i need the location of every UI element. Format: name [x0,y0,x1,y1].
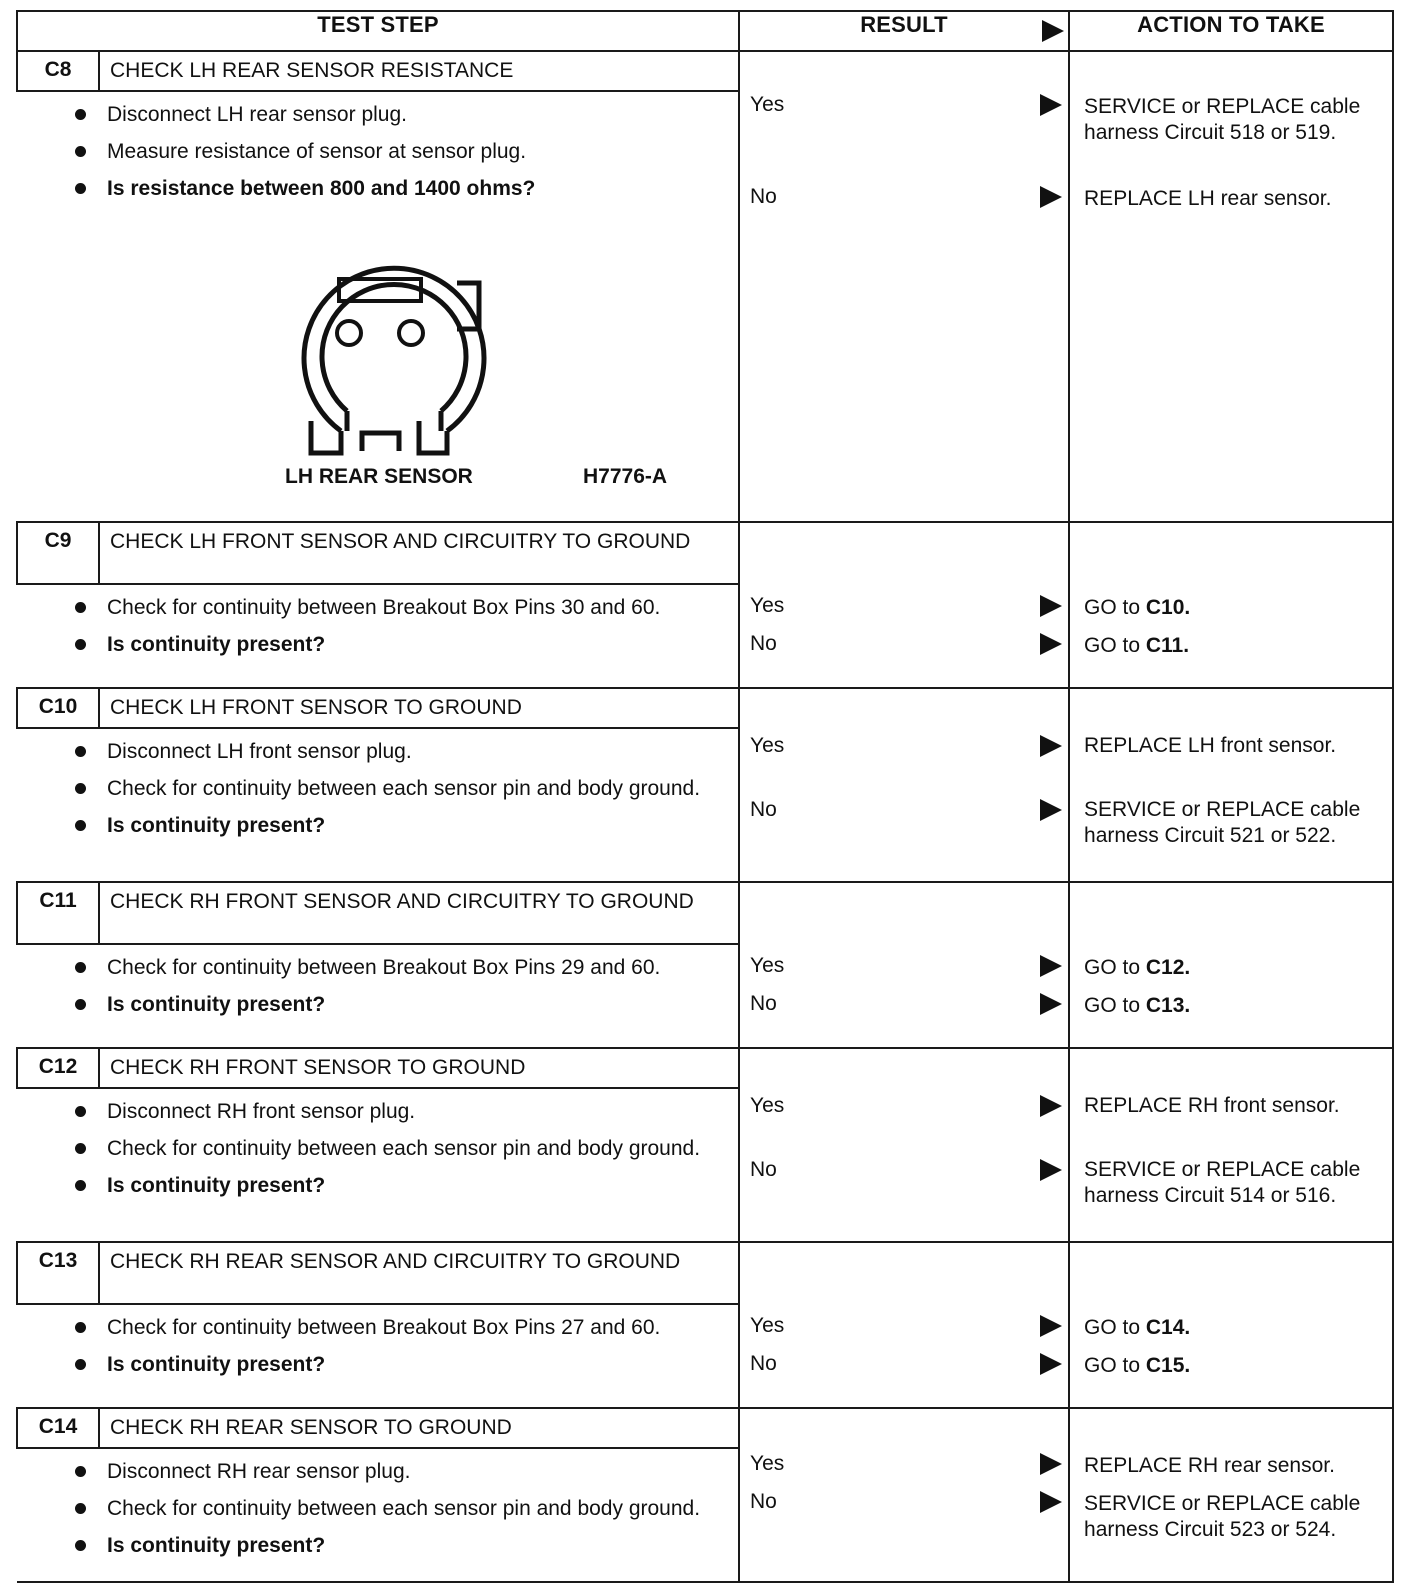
arrow-right-icon [1040,1159,1062,1181]
action-no: GO to C11. [1084,634,1190,657]
step-question: Is continuity present? [107,1533,728,1558]
header-test-step: TEST STEP [17,11,739,51]
step-body [17,584,739,688]
arrow-right-icon [1040,735,1062,757]
result-cell [739,882,1069,1048]
result-no [750,1157,1064,1183]
step-bullet: Check for continuity between Breakout Box Pins 30 and 60. [107,595,728,620]
step-title: CHECK RH REAR SENSOR TO GROUND [99,1408,739,1448]
result-label: Yes [750,734,785,757]
arrow-right-icon [1040,1315,1062,1337]
action-no: REPLACE LH rear sensor. [1084,187,1332,210]
action-no: SERVICE or REPLACE cable harness Circuit 521 or 522. [1084,798,1361,847]
result-yes [750,733,1064,759]
step-bullet: Disconnect LH front sensor plug. [107,739,728,764]
action-no: SERVICE or REPLACE cable harness Circuit 523 or 524. [1084,1492,1361,1541]
result-label: No [750,185,777,208]
step-id: C8 [17,51,99,91]
step-id: C14 [17,1408,99,1448]
action-yes: REPLACE LH front sensor. [1084,734,1337,757]
result-cell [739,51,1069,522]
action-cell [1069,51,1393,522]
figure-caption: LH REAR SENSOR [285,465,473,488]
result-yes [750,1451,1064,1477]
result-cell [739,688,1069,882]
header-action: ACTION TO TAKE [1069,11,1393,51]
result-label: No [750,632,777,655]
step-question: Is continuity present? [107,992,728,1017]
arrow-right-icon [1040,595,1062,617]
step-title: CHECK RH FRONT SENSOR AND CIRCUITRY TO GROUND [99,882,739,944]
step-bullet: Check for continuity between each sensor pin and body ground. [107,1136,728,1161]
result-label: Yes [750,1452,785,1475]
step-c9-title-row [17,522,1393,584]
action-cell [1069,1242,1393,1408]
action-yes: REPLACE RH front sensor. [1084,1094,1340,1117]
sensor-connector-icon [17,221,737,481]
step-c10-title-row [17,688,1393,728]
table-header-row [17,11,1393,51]
result-cell [739,1408,1069,1582]
arrow-right-icon [1040,1353,1062,1375]
result-no [750,1489,1064,1515]
step-body [17,91,739,522]
arrow-right-icon [1042,20,1064,42]
step-question: Is continuity present? [107,632,728,657]
step-bullet: Check for continuity between Breakout Box Pins 27 and 60. [107,1315,728,1340]
result-label: Yes [750,594,785,617]
action-no: GO to C13. [1084,994,1191,1017]
arrow-right-icon [1040,799,1062,821]
result-yes [750,953,1064,979]
step-c12-title-row [17,1048,1393,1088]
result-no [750,1351,1064,1377]
header-result [739,11,1069,51]
step-question: Is continuity present? [107,813,728,838]
sensor-figure [17,221,738,521]
step-id: C13 [17,1242,99,1304]
step-title: CHECK RH FRONT SENSOR TO GROUND [99,1048,739,1088]
arrow-right-icon [1040,633,1062,655]
step-body [17,728,739,882]
step-id: C12 [17,1048,99,1088]
step-body [17,1304,739,1408]
arrow-right-icon [1040,94,1062,116]
diagnostic-sheet [16,10,1392,1583]
result-label: Yes [750,954,785,977]
step-bullet: Disconnect RH front sensor plug. [107,1099,728,1124]
action-yes: GO to C14. [1084,1316,1191,1339]
step-bullet: Check for continuity between each sensor pin and body ground. [107,776,728,801]
step-c13-title-row [17,1242,1393,1304]
result-cell [739,1242,1069,1408]
result-no [750,991,1064,1017]
step-bullet: Measure resistance of sensor at sensor plug. [107,139,728,164]
result-no [750,797,1064,823]
result-label: Yes [750,1314,785,1337]
result-label: No [750,1490,777,1513]
step-body [17,1088,739,1242]
step-c14-title-row [17,1408,1393,1448]
action-cell [1069,522,1393,688]
arrow-right-icon [1040,1453,1062,1475]
step-id: C9 [17,522,99,584]
action-cell [1069,688,1393,882]
arrow-right-icon [1040,1095,1062,1117]
step-title: CHECK LH FRONT SENSOR TO GROUND [99,688,739,728]
action-yes: REPLACE RH rear sensor. [1084,1454,1335,1477]
action-cell [1069,1408,1393,1582]
step-question: Is continuity present? [107,1352,728,1377]
step-id: C10 [17,688,99,728]
result-label: Yes [750,1094,785,1117]
header-result-label: RESULT [860,12,948,37]
step-c11-title-row [17,882,1393,944]
result-yes [750,593,1064,619]
arrow-right-icon [1040,993,1062,1015]
result-label: No [750,992,777,1015]
result-yes [750,1313,1064,1339]
result-cell [739,1048,1069,1242]
action-cell [1069,882,1393,1048]
result-label: No [750,1158,777,1181]
result-no [750,631,1064,657]
result-label: No [750,798,777,821]
result-no [750,184,1064,210]
arrow-right-icon [1040,1491,1062,1513]
step-bullet: Check for continuity between Breakout Box Pins 29 and 60. [107,955,728,980]
test-step-table [16,10,1394,1583]
step-body [17,1448,739,1582]
step-bullet: Disconnect LH rear sensor plug. [107,102,728,127]
result-yes [750,92,1064,118]
step-title: CHECK LH FRONT SENSOR AND CIRCUITRY TO GROUND [99,522,739,584]
step-title: CHECK RH REAR SENSOR AND CIRCUITRY TO GROUND [99,1242,739,1304]
step-body [17,944,739,1048]
result-yes [750,1093,1064,1119]
action-yes: GO to C10. [1084,596,1191,619]
step-question: Is continuity present? [107,1173,728,1198]
step-title: CHECK LH REAR SENSOR RESISTANCE [99,51,739,91]
result-label: Yes [750,93,785,116]
step-bullet: Disconnect RH rear sensor plug. [107,1459,728,1484]
action-cell [1069,1048,1393,1242]
result-label: No [750,1352,777,1375]
step-bullet: Check for continuity between each sensor pin and body ground. [107,1496,728,1521]
result-cell [739,522,1069,688]
arrow-right-icon [1040,955,1062,977]
action-no: GO to C15. [1084,1354,1191,1377]
step-question: Is resistance between 800 and 1400 ohms? [107,176,728,201]
action-yes: GO to C12. [1084,956,1191,979]
arrow-right-icon [1040,186,1062,208]
action-yes: SERVICE or REPLACE cable harness Circuit 518 or 519. [1084,95,1361,144]
action-no: SERVICE or REPLACE cable harness Circuit 514 or 516. [1084,1158,1361,1207]
step-id: C11 [17,882,99,944]
step-c8-title-row [17,51,1393,91]
figure-code: H7776-A [583,465,668,488]
